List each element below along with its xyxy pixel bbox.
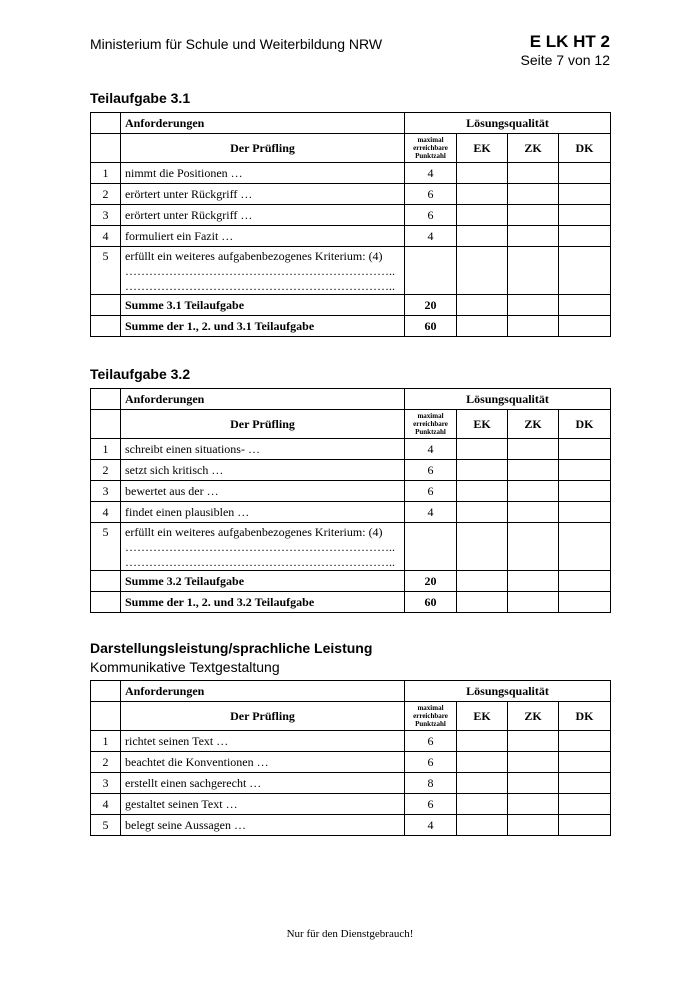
table-teilaufgabe-3-2 (90, 388, 611, 613)
dk-cell[interactable] (559, 502, 611, 523)
header-zk: ZK (508, 702, 559, 731)
zk-cell[interactable] (508, 731, 559, 752)
ek-cell[interactable] (457, 731, 508, 752)
table-subheader-row (91, 134, 611, 163)
dk-cell[interactable] (559, 205, 611, 226)
ek-cell[interactable] (457, 439, 508, 460)
zk-cell[interactable] (508, 247, 559, 295)
zk-cell[interactable] (508, 481, 559, 502)
ek-cell[interactable] (457, 295, 508, 316)
ministry-name: Ministerium für Schule und Weiterbildung NRW (90, 36, 383, 52)
table-header-row (91, 113, 611, 134)
header-loesungsqualitaet: Lösungsqualität (405, 389, 611, 410)
zk-cell[interactable] (508, 163, 559, 184)
zk-cell[interactable] (508, 523, 559, 571)
table-sum-row: Summe 3.1 Teilaufgabe 20 (91, 295, 611, 316)
zk-cell[interactable] (508, 205, 559, 226)
table-total-row: Summe der 1., 2. und 3.2 Teilaufgabe 60 (91, 592, 611, 613)
table-teilaufgabe-3-1 (90, 112, 611, 337)
ek-cell[interactable] (457, 316, 508, 337)
ek-cell[interactable] (457, 460, 508, 481)
ek-cell[interactable] (457, 226, 508, 247)
zk-cell[interactable] (508, 752, 559, 773)
dk-cell[interactable] (559, 460, 611, 481)
table-darstellungsleistung (90, 680, 611, 836)
footer-note: Nur für den Dienstgebrauch! (286, 928, 414, 940)
ek-cell[interactable] (457, 794, 508, 815)
table-row-extra-criterion: 5 erfüllt ein weiteres aufgabenbezogenes Kriterium: (4) ………………………………………………………….. ………………………………………………………….. (91, 523, 611, 571)
table-row: 1 richtet seinen Text … 6 (91, 731, 611, 752)
ek-cell[interactable] (457, 773, 508, 794)
zk-cell[interactable] (508, 773, 559, 794)
table-row-extra-criterion: 5 erfüllt ein weiteres aufgabenbezogenes Kriterium: (4) ………………………………………………………….. ………………………………………………………….. (91, 247, 611, 295)
zk-cell[interactable] (508, 226, 559, 247)
header-zk: ZK (508, 134, 559, 163)
dk-cell[interactable] (559, 316, 611, 337)
ek-cell[interactable] (457, 205, 508, 226)
table-total-row: Summe der 1., 2. und 3.1 Teilaufgabe 60 (91, 316, 611, 337)
ek-cell[interactable] (457, 184, 508, 205)
dk-cell[interactable] (559, 247, 611, 295)
header-max-points: maximal erreichbare Punktzahl (405, 134, 457, 163)
zk-cell[interactable] (508, 460, 559, 481)
header-ek: EK (457, 134, 508, 163)
dk-cell[interactable] (559, 752, 611, 773)
page-number: Seite 7 von 12 (520, 52, 610, 68)
header-pruefling: Der Prüfling (121, 410, 405, 439)
ek-cell[interactable] (457, 163, 508, 184)
ek-cell[interactable] (457, 481, 508, 502)
dk-cell[interactable] (559, 592, 611, 613)
table-row: 4 gestaltet seinen Text … 6 (91, 794, 611, 815)
header-ek: EK (457, 702, 508, 731)
header-loesungsqualitaet: Lösungsqualität (405, 681, 611, 702)
dk-cell[interactable] (559, 794, 611, 815)
section-title-3-1: Teilaufgabe 3.1 (90, 90, 191, 106)
dk-cell[interactable] (559, 815, 611, 836)
header-dk: DK (559, 702, 611, 731)
dk-cell[interactable] (559, 571, 611, 592)
table-row: 1 nimmt die Positionen … 4 (91, 163, 611, 184)
dk-cell[interactable] (559, 226, 611, 247)
header-dk: DK (559, 134, 611, 163)
dk-cell[interactable] (559, 481, 611, 502)
table-row: 4 findet einen plausiblen … 4 (91, 502, 611, 523)
table-header-row (91, 681, 611, 702)
table-row: 3 erstellt einen sachgerecht … 8 (91, 773, 611, 794)
dk-cell[interactable] (559, 523, 611, 571)
header-anforderungen: Anforderungen (121, 113, 405, 134)
ek-cell[interactable] (457, 523, 508, 571)
zk-cell[interactable] (508, 592, 559, 613)
zk-cell[interactable] (508, 184, 559, 205)
table-header-row (91, 389, 611, 410)
table-row: 5 belegt seine Aussagen … 4 (91, 815, 611, 836)
ek-cell[interactable] (457, 815, 508, 836)
zk-cell[interactable] (508, 439, 559, 460)
dk-cell[interactable] (559, 731, 611, 752)
header-max-points: maximal erreichbare Punktzahl (405, 410, 457, 439)
header-loesungsqualitaet: Lösungsqualität (405, 113, 611, 134)
header-max-points: maximal erreichbare Punktzahl (405, 702, 457, 731)
document-header-right (520, 32, 610, 68)
header-pruefling: Der Prüfling (121, 134, 405, 163)
ek-cell[interactable] (457, 752, 508, 773)
table-row: 4 formuliert ein Fazit … 4 (91, 226, 611, 247)
zk-cell[interactable] (508, 794, 559, 815)
ek-cell[interactable] (457, 592, 508, 613)
zk-cell[interactable] (508, 295, 559, 316)
ek-cell[interactable] (457, 571, 508, 592)
table-subheader-row (91, 702, 611, 731)
header-anforderungen: Anforderungen (121, 681, 405, 702)
table-sum-row: Summe 3.2 Teilaufgabe 20 (91, 571, 611, 592)
header-anforderungen: Anforderungen (121, 389, 405, 410)
section-title-darstellungsleistung: Darstellungsleistung/sprachliche Leistung (90, 640, 373, 656)
ek-cell[interactable] (457, 247, 508, 295)
table-row: 2 erörtert unter Rückgriff … 6 (91, 184, 611, 205)
section-title-3-2: Teilaufgabe 3.2 (90, 366, 191, 382)
header-ek: EK (457, 410, 508, 439)
dk-cell[interactable] (559, 184, 611, 205)
table-row: 3 erörtert unter Rückgriff … 6 (91, 205, 611, 226)
document-code: E LK HT 2 (529, 32, 610, 51)
table-subheader-row (91, 410, 611, 439)
zk-cell[interactable] (508, 316, 559, 337)
ek-cell[interactable] (457, 502, 508, 523)
table-row: 2 beachtet die Konventionen … 6 (91, 752, 611, 773)
header-dk: DK (559, 410, 611, 439)
table-row: 3 bewertet aus der … 6 (91, 481, 611, 502)
table-row: 2 setzt sich kritisch … 6 (91, 460, 611, 481)
section-subtitle: Kommunikative Textgestaltung (90, 659, 280, 675)
table-row: 1 schreibt einen situations- … 4 (91, 439, 611, 460)
header-zk: ZK (508, 410, 559, 439)
zk-cell[interactable] (508, 815, 559, 836)
dk-cell[interactable] (559, 295, 611, 316)
zk-cell[interactable] (508, 571, 559, 592)
dk-cell[interactable] (559, 439, 611, 460)
header-pruefling: Der Prüfling (121, 702, 405, 731)
dk-cell[interactable] (559, 163, 611, 184)
zk-cell[interactable] (508, 502, 559, 523)
dk-cell[interactable] (559, 773, 611, 794)
